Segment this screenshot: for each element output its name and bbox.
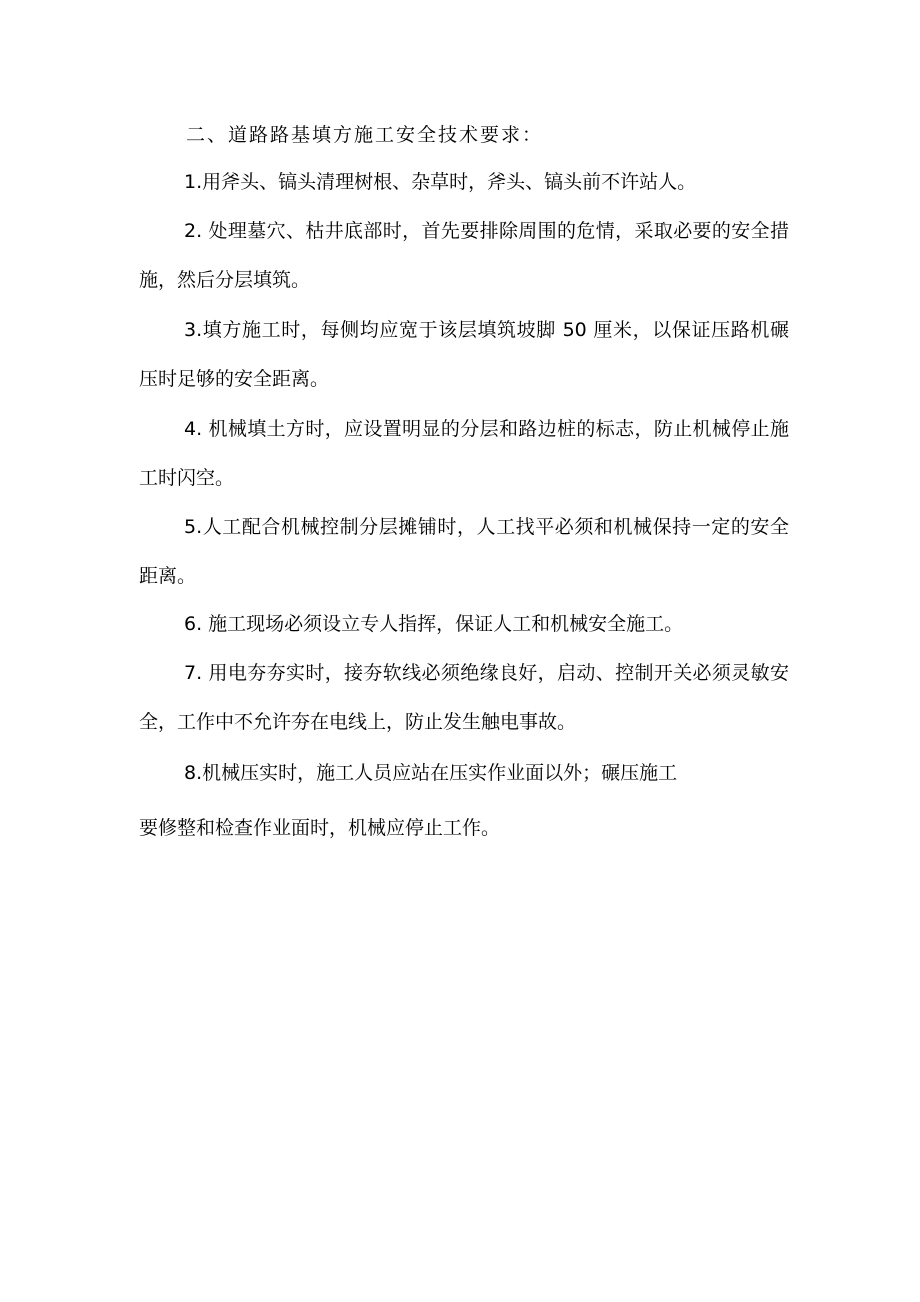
paragraph-6: 6. 施工现场必须设立专人指挥，保证人工和机械安全施工。 — [184, 613, 684, 635]
paragraph-7: 7. 用电夯夯实时，接夯软线必须绝缘良好，启动、控制开关必须灵敏安全，工作中不允许夯在电线上，防止发生触电事故。 — [139, 662, 789, 733]
paragraph-8-line-1: 8.机械压实时，施工人员应站在压实作业面以外；碾压施工 — [184, 762, 678, 784]
section-heading: 二、道路路基填方施工安全技术要求： — [186, 124, 544, 146]
paragraph-3: 3.填方施工时，每侧均应宽于该层填筑坡脚 50 厘米，以保证压路机碾压时足够的安全距离。 — [139, 319, 789, 390]
paragraph-1: 1.用斧头、镐头清理树根、杂草时，斧头、镐头前不许站人。 — [184, 171, 697, 193]
paragraph-4: 4. 机械填土方时，应设置明显的分层和路边桩的标志，防止机械停止施工时闪空。 — [139, 418, 789, 489]
paragraph-8-line-2: 要修整和检查作业面时，机械应停止工作。 — [139, 817, 501, 839]
paragraph-2: 2. 处理墓穴、枯井底部时，首先要排除周围的危情，采取必要的安全措施，然后分层填筑。 — [139, 220, 789, 291]
paragraph-5: 5.人工配合机械控制分层摊铺时，人工找平必须和机械保持一定的安全距离。 — [139, 516, 789, 587]
